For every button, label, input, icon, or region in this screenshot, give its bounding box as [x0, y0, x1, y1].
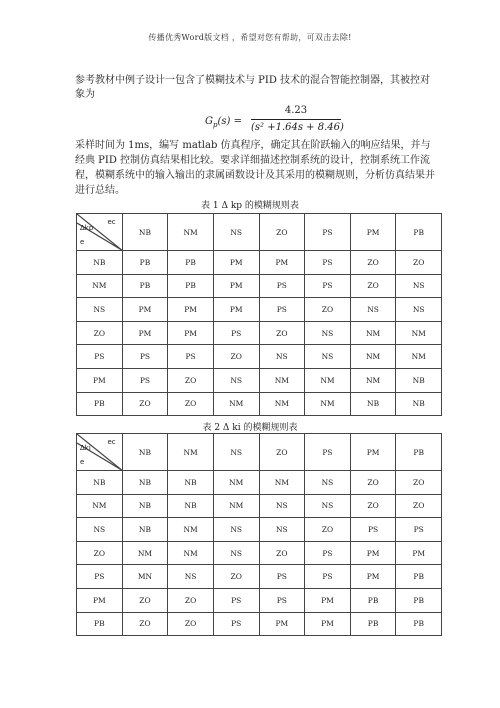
- row-header-cell: PS: [77, 565, 123, 589]
- intro-paragraph: 参考教材中例子设计一包含了模糊技术与 PID 技术的混合智能控制器，其被控对象为: [75, 75, 431, 100]
- table-cell: NS: [305, 494, 351, 518]
- table-corner-cell: [77, 214, 123, 251]
- column-header-cell: NB: [122, 214, 168, 251]
- table-cell: NB: [396, 368, 442, 392]
- column-header-cell: PM: [350, 434, 396, 471]
- table-cell: NB: [122, 494, 168, 518]
- table-cell: PM: [122, 298, 168, 322]
- table-row: [77, 518, 442, 542]
- table-cell: MN: [122, 565, 168, 589]
- table-cell: NM: [168, 518, 214, 542]
- table-cell: PM: [122, 321, 168, 345]
- corner-col-variable: ec: [107, 218, 116, 226]
- row-header-cell: NB: [77, 251, 123, 275]
- table-cell: PB: [396, 588, 442, 612]
- table-cell: PS: [122, 345, 168, 369]
- table-cell: NS: [259, 518, 305, 542]
- table-row: [77, 251, 442, 275]
- table-cell: PB: [168, 274, 214, 298]
- table-cell: ZO: [168, 612, 214, 636]
- table-cell: NB: [168, 494, 214, 518]
- corner-output-variable: Δki: [80, 444, 91, 452]
- row-header-cell: ZO: [77, 321, 123, 345]
- formula-numerator: 4.23: [284, 105, 308, 116]
- table-cell: NM: [213, 494, 259, 518]
- table-cell: PM: [350, 541, 396, 565]
- table-cell: PM: [305, 588, 351, 612]
- table-row: [77, 471, 442, 495]
- table-row: [77, 612, 442, 636]
- table-cell: NB: [396, 392, 442, 416]
- table-cell: PM: [259, 251, 305, 275]
- table-cell: NB: [168, 471, 214, 495]
- table-cell: NS: [213, 541, 259, 565]
- table-corner-cell: [77, 434, 123, 471]
- column-header-cell: NM: [168, 214, 214, 251]
- table-cell: NM: [350, 321, 396, 345]
- table-cell: ZO: [396, 494, 442, 518]
- column-header-cell: PM: [350, 214, 396, 251]
- table-cell: PS: [305, 565, 351, 589]
- table-cell: PM: [259, 612, 305, 636]
- column-header-cell: NB: [122, 434, 168, 471]
- table-cell: PM: [350, 565, 396, 589]
- corner-output-variable: Δkp: [80, 224, 94, 232]
- table-cell: NS: [168, 565, 214, 589]
- table-cell: PS: [396, 518, 442, 542]
- formula-denominator: (s² +1.64s + 8.46): [251, 122, 344, 133]
- table-cell: NM: [350, 368, 396, 392]
- table-cell: ZO: [396, 251, 442, 275]
- table-cell: PS: [259, 588, 305, 612]
- table-cell: PM: [305, 612, 351, 636]
- table-cell: PS: [259, 274, 305, 298]
- column-header-cell: ZO: [259, 434, 305, 471]
- table-row: [77, 345, 442, 369]
- table-cell: PS: [305, 251, 351, 275]
- table-row: [77, 298, 442, 322]
- row-header-cell: NS: [77, 298, 123, 322]
- task-description: 采样时间为 1ms，编写 matlab 仿真程序，确定其在阶跃输入的响应结果，并与经典 PID 控制仿真结果相比较。要求详细描述控制系统的设计，控制系统工作流程，模糊系统中的输入输出的隶属函数设计及其采用的模糊规则，分析仿真结果并进行总结。: [75, 140, 435, 196]
- row-header-cell: PB: [77, 392, 123, 416]
- table-row: [77, 392, 442, 416]
- table-cell: PS: [305, 274, 351, 298]
- table-cell: PM: [213, 274, 259, 298]
- table-cell: NS: [259, 345, 305, 369]
- table-cell: ZO: [213, 565, 259, 589]
- table-cell: PB: [122, 251, 168, 275]
- row-header-cell: NS: [77, 518, 123, 542]
- table-cell: ZO: [350, 471, 396, 495]
- table-row: [77, 274, 442, 298]
- table-cell: ZO: [168, 368, 214, 392]
- column-header-cell: ZO: [259, 214, 305, 251]
- table-cell: NB: [122, 471, 168, 495]
- formula-lhs-subscript: p: [213, 121, 218, 129]
- table-header-row: [77, 434, 442, 471]
- table-cell: ZO: [122, 392, 168, 416]
- table2-caption: 表 2 Δ ki 的模糊规则表: [202, 423, 298, 433]
- column-header-cell: NS: [213, 214, 259, 251]
- column-header-cell: PS: [305, 434, 351, 471]
- table-cell: ZO: [259, 541, 305, 565]
- row-header-cell: NM: [77, 274, 123, 298]
- table-cell: PS: [259, 565, 305, 589]
- row-header-cell: NB: [77, 471, 123, 495]
- table-cell: PM: [396, 541, 442, 565]
- table-cell: NM: [213, 471, 259, 495]
- table-cell: NM: [259, 368, 305, 392]
- table-cell: ZO: [305, 298, 351, 322]
- table-cell: PS: [305, 541, 351, 565]
- row-header-cell: NM: [77, 494, 123, 518]
- table-cell: NS: [396, 274, 442, 298]
- table-cell: ZO: [122, 588, 168, 612]
- table-cell: NM: [396, 321, 442, 345]
- column-header-cell: PB: [396, 434, 442, 471]
- table-cell: ZO: [396, 471, 442, 495]
- table-cell: NM: [259, 392, 305, 416]
- column-header-cell: NS: [213, 434, 259, 471]
- table-cell: ZO: [305, 518, 351, 542]
- table-header-row: [77, 214, 442, 251]
- row-header-cell: PM: [77, 588, 123, 612]
- table-cell: NM: [305, 368, 351, 392]
- table-row: [77, 321, 442, 345]
- table-cell: ZO: [259, 321, 305, 345]
- table-cell: NM: [259, 471, 305, 495]
- column-header-cell: PS: [305, 214, 351, 251]
- table-cell: NM: [168, 541, 214, 565]
- table-cell: PS: [122, 368, 168, 392]
- table-cell: PM: [168, 298, 214, 322]
- table-row: [77, 494, 442, 518]
- ki-fuzzy-rule-table: [76, 433, 442, 636]
- table-cell: PB: [168, 251, 214, 275]
- table-cell: PS: [350, 518, 396, 542]
- table-cell: PM: [213, 251, 259, 275]
- table-cell: NS: [350, 298, 396, 322]
- table-cell: ZO: [350, 494, 396, 518]
- column-header-cell: PB: [396, 214, 442, 251]
- table-cell: NM: [213, 392, 259, 416]
- table-cell: NM: [305, 392, 351, 416]
- column-header-cell: NM: [168, 434, 214, 471]
- table-cell: ZO: [122, 612, 168, 636]
- table-cell: NS: [305, 471, 351, 495]
- formula-lhs-g: G: [205, 116, 213, 127]
- table-cell: PB: [350, 588, 396, 612]
- table-cell: PB: [350, 612, 396, 636]
- table-cell: PB: [122, 274, 168, 298]
- formula-lhs: [205, 116, 242, 129]
- row-header-cell: PS: [77, 345, 123, 369]
- table-row: [77, 565, 442, 589]
- table-cell: ZO: [168, 588, 214, 612]
- table-row: [77, 368, 442, 392]
- table-cell: NS: [305, 321, 351, 345]
- table-cell: NS: [259, 494, 305, 518]
- table-cell: NS: [305, 345, 351, 369]
- corner-col-variable: ec: [107, 438, 116, 446]
- table-cell: NM: [122, 541, 168, 565]
- table-cell: PS: [213, 321, 259, 345]
- table-cell: ZO: [168, 392, 214, 416]
- kp-fuzzy-rule-table: [76, 213, 442, 416]
- table-cell: PM: [213, 298, 259, 322]
- corner-row-variable: e: [80, 238, 85, 246]
- table1-caption: 表 1 Δ kp 的模糊规则表: [201, 201, 299, 211]
- table-cell: PS: [168, 345, 214, 369]
- fraction-bar: [251, 119, 341, 120]
- row-header-cell: ZO: [77, 541, 123, 565]
- table-cell: PB: [396, 612, 442, 636]
- transfer-function-formula: [205, 104, 345, 140]
- table-cell: PS: [213, 588, 259, 612]
- table-cell: NM: [396, 345, 442, 369]
- table-cell: NS: [396, 298, 442, 322]
- table-cell: PB: [396, 565, 442, 589]
- table-cell: NB: [350, 392, 396, 416]
- corner-row-variable: e: [80, 458, 85, 466]
- table-cell: NS: [213, 368, 259, 392]
- table-cell: PM: [168, 321, 214, 345]
- table-cell: PS: [213, 612, 259, 636]
- row-header-cell: PM: [77, 368, 123, 392]
- table-cell: ZO: [213, 345, 259, 369]
- header-note: 传播优秀Word版文档 ，希望对您有帮助，可双击去除!: [148, 33, 352, 42]
- table-cell: NS: [213, 518, 259, 542]
- row-header-cell: PB: [77, 612, 123, 636]
- table-row: [77, 588, 442, 612]
- table-cell: ZO: [350, 251, 396, 275]
- formula-fraction: [251, 104, 344, 135]
- table-row: [77, 541, 442, 565]
- formula-lhs-rest: (s) =: [217, 116, 242, 127]
- table-cell: NM: [350, 345, 396, 369]
- table-cell: PS: [259, 298, 305, 322]
- table-cell: ZO: [350, 274, 396, 298]
- table-cell: NB: [122, 518, 168, 542]
